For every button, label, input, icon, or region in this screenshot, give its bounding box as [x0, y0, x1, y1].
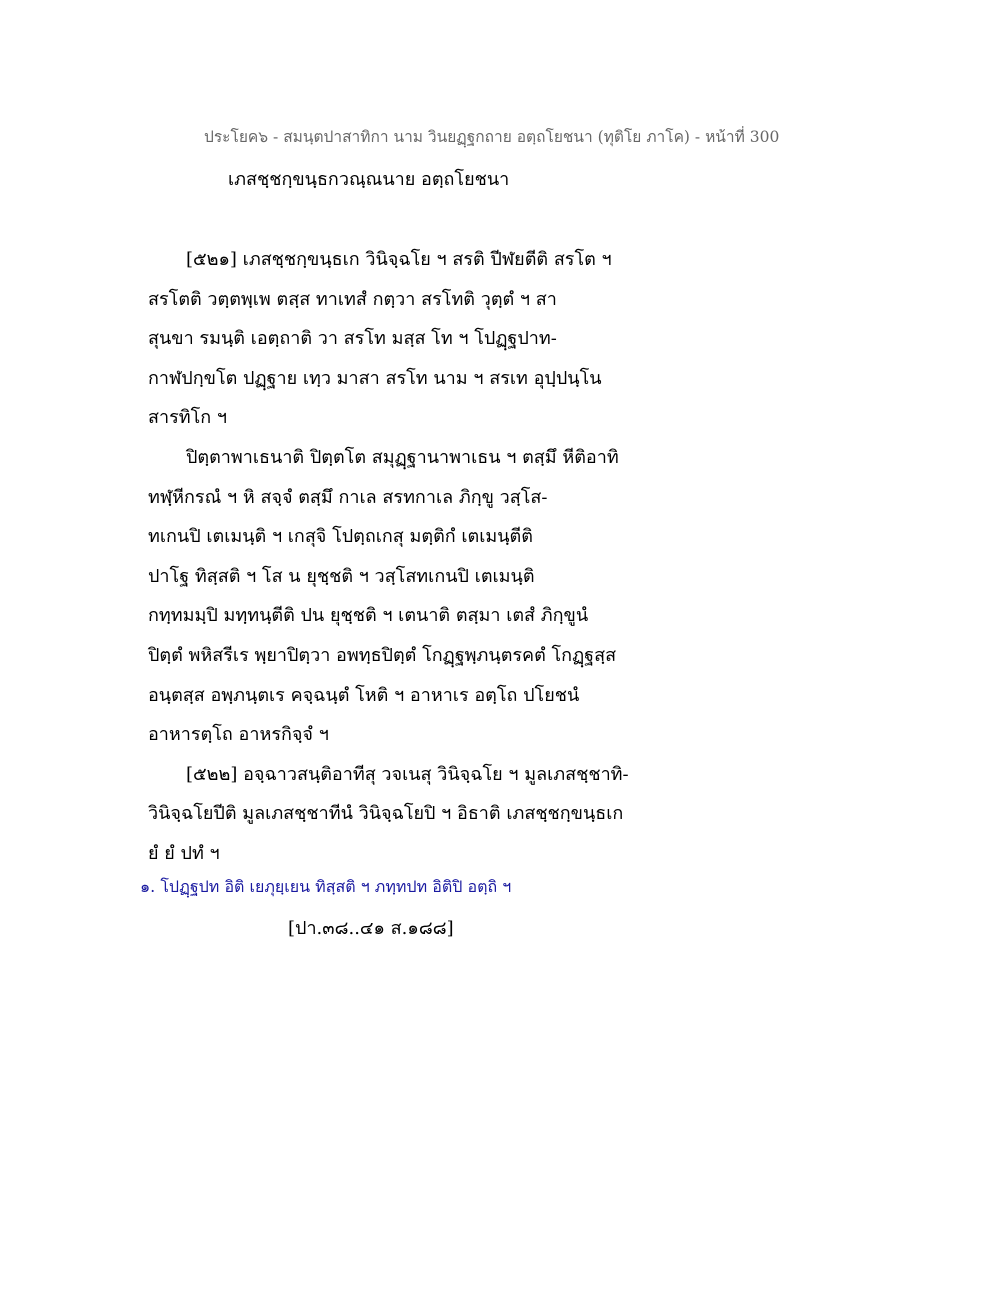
paragraph-line: [๕๒๒] อจฺฉาวสนฺติอาทีสุ วจเนสุ วินิจฺฉโย ฯ มูลเภสชฺชาทิ- [186, 763, 629, 785]
paragraph-line: ปิตฺตาพาเธนาติ ปิตฺตโต สมุฏฺฐานาพาเธน ฯ ตสฺมึ หีติอาทิ [186, 446, 619, 468]
paragraph-line: สารทิโก ฯ [148, 407, 228, 429]
paragraph-line: ปิตฺตํ พหิสรีเร พฺยาปิตฺวา อพทฺธปิตฺตํ โกฏฺฐพฺภนฺตรคตํ โกฏฺฐสฺส [148, 644, 617, 666]
paragraph-line: ทเกนปิ เตเมนฺติ ฯ เกสุจิ โปตฺถเกสุ มตฺติกํ เตเมนฺตีติ [148, 526, 533, 548]
paragraph-line: [๕๒๑] เภสชฺชกฺขนฺธเก วินิจฺฉโย ฯ สรติ ปีฬยตีติ สรโต ฯ [186, 249, 612, 270]
paragraph-line: วินิจฺฉโยปีติ มูลเภสชฺชาทีนํ วินิจฺฉโยปิ ฯ อิธาติ เภสชฺชกฺขนฺธเก [148, 803, 624, 825]
paragraph-line: สุนขา รมนฺติ เอตฺถาติ วา สรโท มสฺส โท ฯ โปฏฺฐปาท- [148, 328, 557, 350]
paragraph-line: อาหารตฺโถ อาหรกิจฺจํ ฯ [148, 724, 329, 746]
section-title: เภสชฺชกฺขนฺธกวณฺณนาย อตฺถโยชนา [228, 169, 510, 190]
paragraph-line: ยํ ยํ ปทํ ฯ [148, 842, 220, 864]
paragraph-line: สรโตติ วตฺตพฺเพ ตสฺส ทาเทสํ กตฺวา สรโทติ วุตฺตํ ฯ สา [148, 288, 557, 310]
paragraph-line: อนฺตสฺส อพฺภนฺตเร คจฺฉนฺตํ โหติ ฯ อาหาเร อตฺโถ ปโยชนํ [148, 684, 580, 706]
body-text [148, 240, 648, 874]
paragraph-line: ปาโฐ ทิสฺสติ ฯ โส น ยุชฺชติ ฯ วสฺโสทเกนปิ เตเมนฺติ [148, 565, 535, 587]
page-reference: [ปา.๓๘..๔๑ ส.๑๘๘] [288, 918, 454, 939]
paragraph-line: กทฺทมมฺปิ มทฺทนฺตีติ ปน ยุชฺชติ ฯ เตนาติ ตสฺมา เตสํ ภิกฺขูนํ [148, 605, 589, 627]
paragraph-line: กาฬปกฺขโต ปฏฺฐาย เทฺว มาสา สรโท นาม ฯ สรเท อุปฺปนฺโน [148, 367, 602, 389]
footnote: ๑. โปฏฺฐปท อิติ เยภุยฺเยน ทิสฺสติ ฯ ภทฺทปท อิติปิ อตฺถิ ฯ [140, 877, 512, 896]
paragraph-line: ทฬฺหีกรณํ ฯ หิ สจฺจํ ตสฺมึ กาเล สรทกาเล ภิกฺขู วสฺโส- [148, 486, 548, 508]
running-header: ประโยค๖ - สมนฺตปาสาทิกา นาม วินยฏฺฐกถาย อตฺถโยชนา (ทุติโย ภาโค) - หน้าที่ 300 [204, 128, 780, 146]
